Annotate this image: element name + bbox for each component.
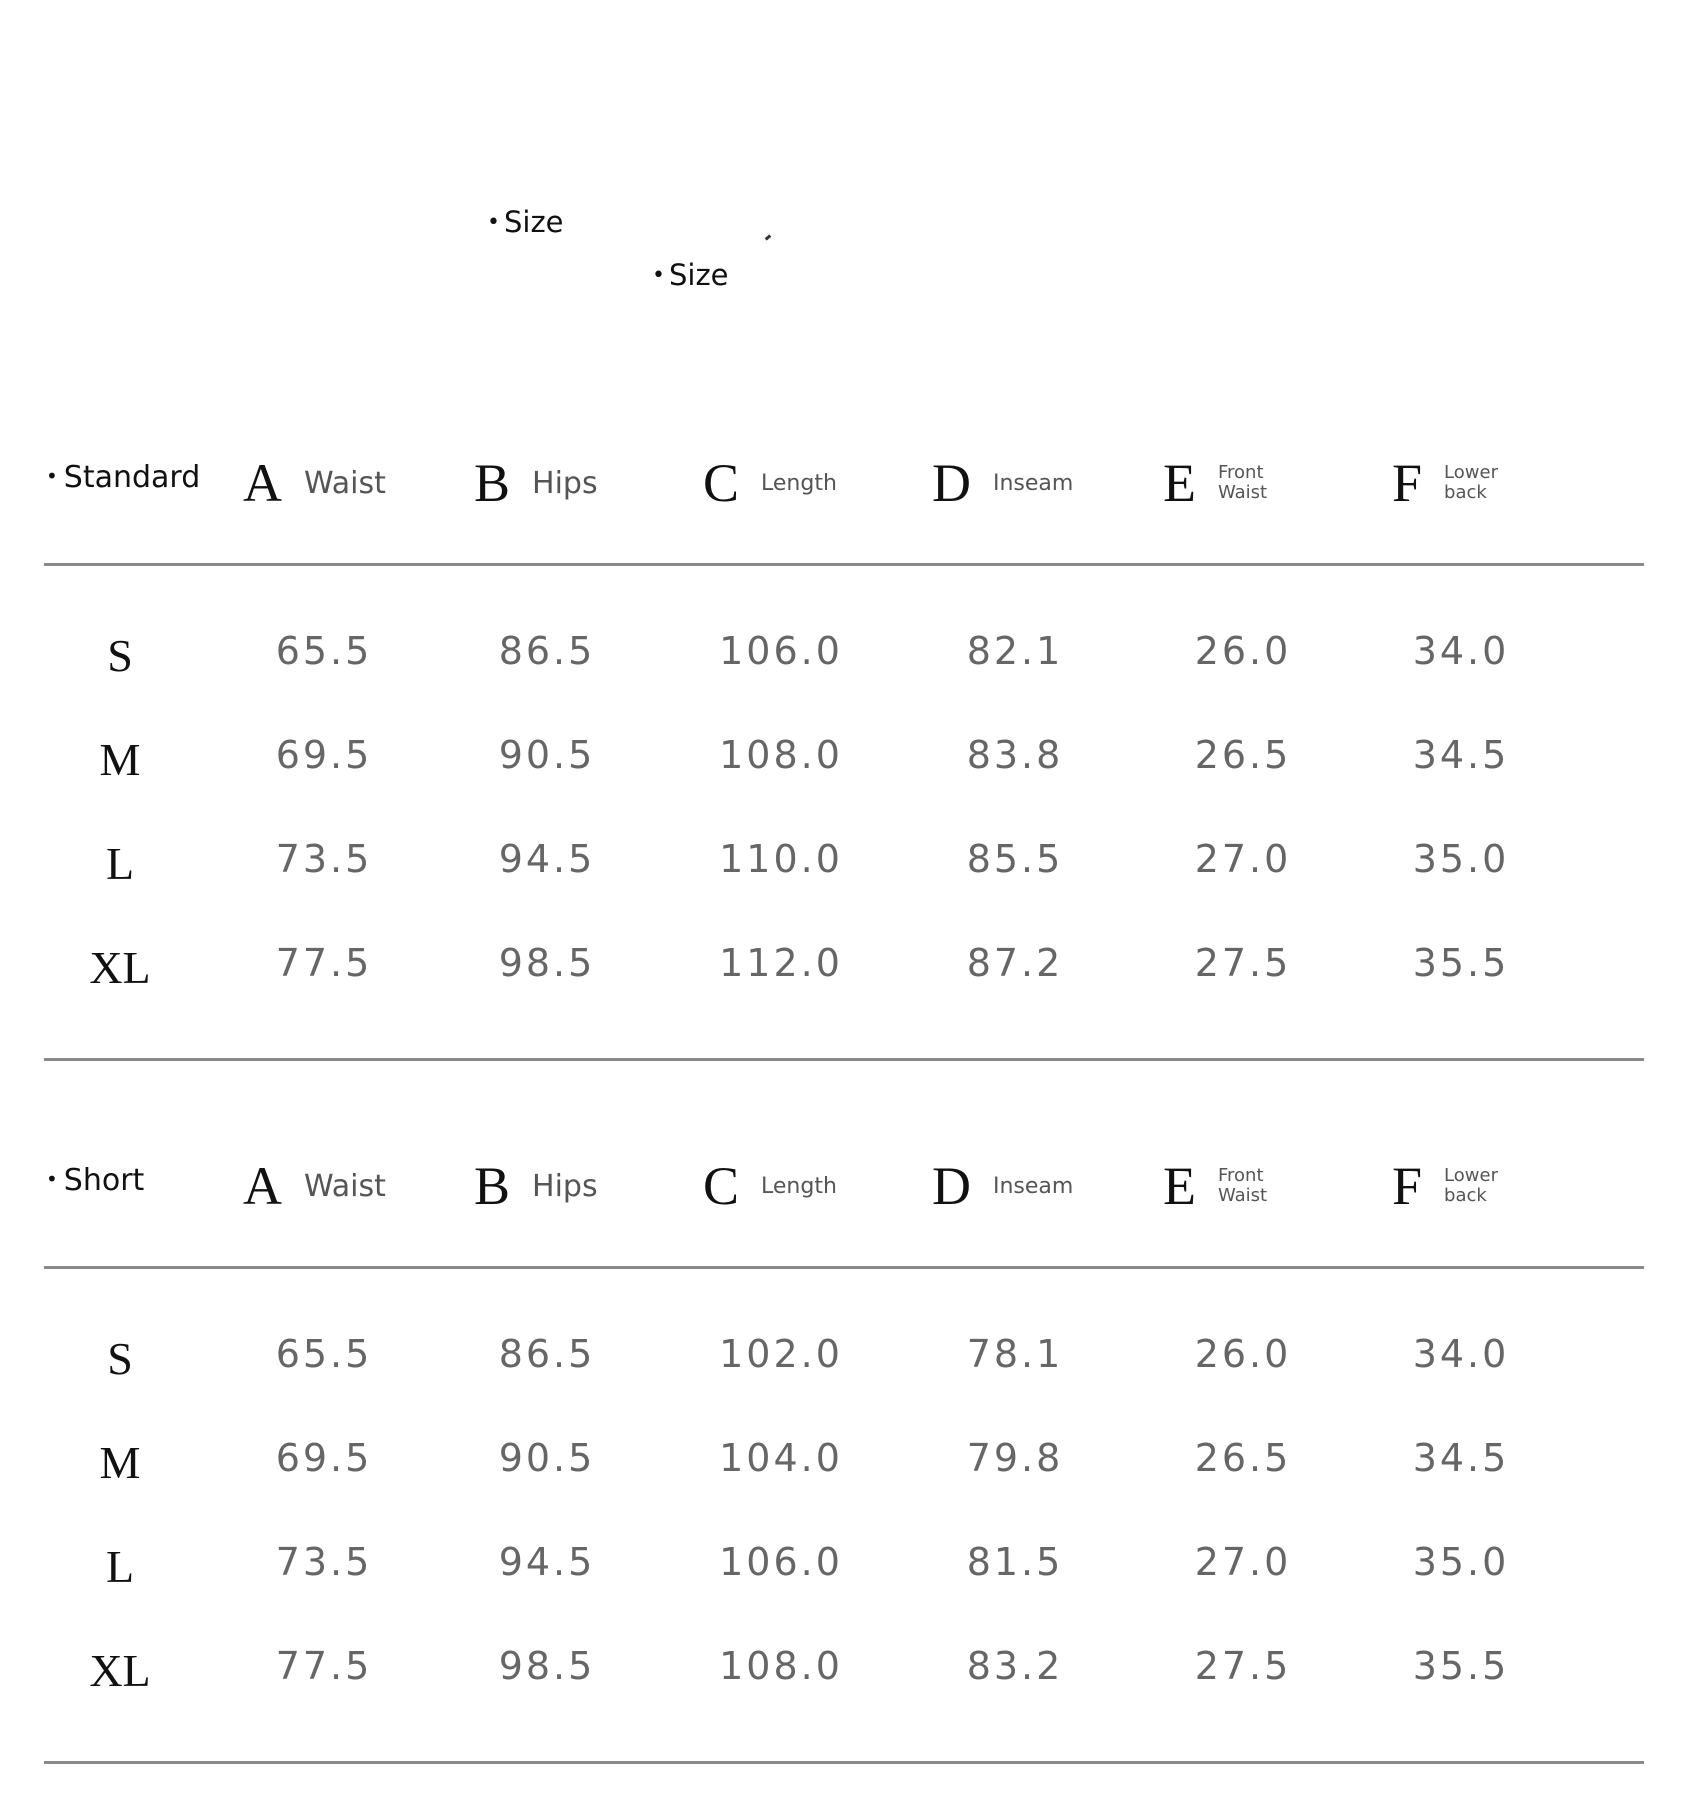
table-cell: 85.5 [966, 837, 1064, 881]
table-cell: 87.2 [966, 941, 1064, 985]
column-letter: D [932, 1156, 971, 1216]
table-cell: 78.1 [966, 1332, 1064, 1376]
table-cell: 69.5 [275, 1436, 373, 1480]
table-cell: 65.5 [275, 1332, 373, 1376]
size-label: XL [89, 1645, 151, 1696]
column-name: Length [761, 470, 837, 496]
table-cell: 106.0 [719, 629, 843, 673]
size-title-text: Size [503, 205, 564, 239]
table-cell: 35.5 [1412, 1644, 1510, 1688]
column-header-inseam [932, 1151, 1073, 1221]
section-label: • Standard [46, 460, 201, 495]
table-cell: 104.0 [719, 1436, 843, 1480]
table-row [0, 1412, 1686, 1516]
table-row [0, 1516, 1686, 1620]
table-cell: 94.5 [498, 837, 596, 881]
size-label: XL [89, 942, 151, 993]
column-name: Lower back [1444, 1165, 1498, 1206]
table-cell: 106.0 [719, 1540, 843, 1584]
column-letter: A [243, 1156, 282, 1216]
table-cell: 27.5 [1194, 941, 1292, 985]
column-letter: D [932, 453, 971, 513]
size-label: L [105, 1541, 135, 1592]
table-cell: 83.8 [966, 733, 1064, 777]
column-header-lower-back [1392, 448, 1504, 518]
table-cell: 73.5 [275, 1540, 373, 1584]
column-letter: E [1163, 453, 1196, 513]
table-cell: 35.0 [1412, 1540, 1510, 1584]
table-cell: 108.0 [719, 733, 843, 777]
size-label: L [105, 838, 135, 889]
column-header-hips [474, 1151, 598, 1221]
table-cell: 26.5 [1194, 1436, 1292, 1480]
column-letter: C [703, 1156, 740, 1216]
table-cell: 98.5 [498, 1644, 596, 1688]
size-label: S [107, 1333, 133, 1384]
section-label-text: Short [63, 1163, 145, 1198]
column-letter: C [703, 453, 740, 513]
size-label: M [99, 1437, 141, 1488]
table-cell: 34.5 [1412, 733, 1510, 777]
table-bottom-divider [44, 1761, 1644, 1764]
column-name: Hips [532, 1168, 598, 1204]
table-cell: 34.0 [1412, 1332, 1510, 1376]
column-letter: F [1392, 1156, 1423, 1216]
column-letter: B [474, 453, 511, 513]
column-name: Waist [304, 465, 386, 501]
column-letter: B [474, 1156, 511, 1216]
header-divider [44, 563, 1644, 566]
column-letter: A [243, 453, 282, 513]
table-row [0, 1620, 1686, 1724]
table-cell: 112.0 [719, 941, 843, 985]
table-cell: 98.5 [498, 941, 596, 985]
table-cell: 77.5 [275, 941, 373, 985]
table-cell: 27.5 [1194, 1644, 1292, 1688]
table-cell: 26.0 [1194, 1332, 1292, 1376]
table-row [0, 605, 1686, 709]
table-cell: 34.5 [1412, 1436, 1510, 1480]
table-row [0, 917, 1686, 1021]
tick-mark-icon [765, 234, 772, 240]
table-cell: 26.5 [1194, 733, 1292, 777]
column-header-waist [243, 1151, 386, 1221]
table-cell: 86.5 [498, 629, 596, 673]
column-header-length [703, 1151, 837, 1221]
column-header-inseam [932, 448, 1073, 518]
column-name: Inseam [993, 470, 1074, 496]
table-cell: 102.0 [719, 1332, 843, 1376]
table-cell: 82.1 [966, 629, 1064, 673]
column-name: Lower back [1444, 462, 1498, 503]
table-cell: 27.0 [1194, 837, 1292, 881]
section-label: • Short [46, 1163, 145, 1198]
table-cell: 90.5 [498, 1436, 596, 1480]
column-name: Inseam [993, 1173, 1074, 1199]
table-cell: 69.5 [275, 733, 373, 777]
column-name: Hips [532, 465, 598, 501]
table-cell: 108.0 [719, 1644, 843, 1688]
table-cell: 73.5 [275, 837, 373, 881]
table-cell: 83.2 [966, 1644, 1064, 1688]
table-cell: 110.0 [719, 837, 843, 881]
table-cell: 35.5 [1412, 941, 1510, 985]
table-row [0, 1308, 1686, 1412]
table-row [0, 709, 1686, 813]
table-cell: 27.0 [1194, 1540, 1292, 1584]
column-name: Length [761, 1173, 837, 1199]
column-header-lower-back [1392, 1151, 1504, 1221]
column-header-hips [474, 448, 598, 518]
size-title-primary: • Size [487, 205, 564, 239]
table-cell: 34.0 [1412, 629, 1510, 673]
table-cell: 35.0 [1412, 837, 1510, 881]
table-cell: 90.5 [498, 733, 596, 777]
section-label-text: Standard [63, 460, 201, 495]
table-cell: 26.0 [1194, 629, 1292, 673]
size-label: S [107, 630, 133, 681]
column-letter: E [1163, 1156, 1196, 1216]
table-bottom-divider [44, 1058, 1644, 1061]
column-header-waist [243, 448, 386, 518]
table-cell: 86.5 [498, 1332, 596, 1376]
size-title-secondary: • Size [652, 258, 729, 292]
table-cell: 65.5 [275, 629, 373, 673]
table-cell: 77.5 [275, 1644, 373, 1688]
table-row [0, 813, 1686, 917]
table-cell: 94.5 [498, 1540, 596, 1584]
size-label: M [99, 734, 141, 785]
column-letter: F [1392, 453, 1423, 513]
table-cell: 79.8 [966, 1436, 1064, 1480]
column-name: Front Waist [1218, 1165, 1268, 1206]
column-header-length [703, 448, 837, 518]
size-title-text: Size [668, 258, 729, 292]
column-header-front-waist [1163, 448, 1278, 518]
column-header-front-waist [1163, 1151, 1278, 1221]
table-cell: 81.5 [966, 1540, 1064, 1584]
column-name: Waist [304, 1168, 386, 1204]
column-name: Front Waist [1218, 462, 1268, 503]
header-divider [44, 1266, 1644, 1269]
